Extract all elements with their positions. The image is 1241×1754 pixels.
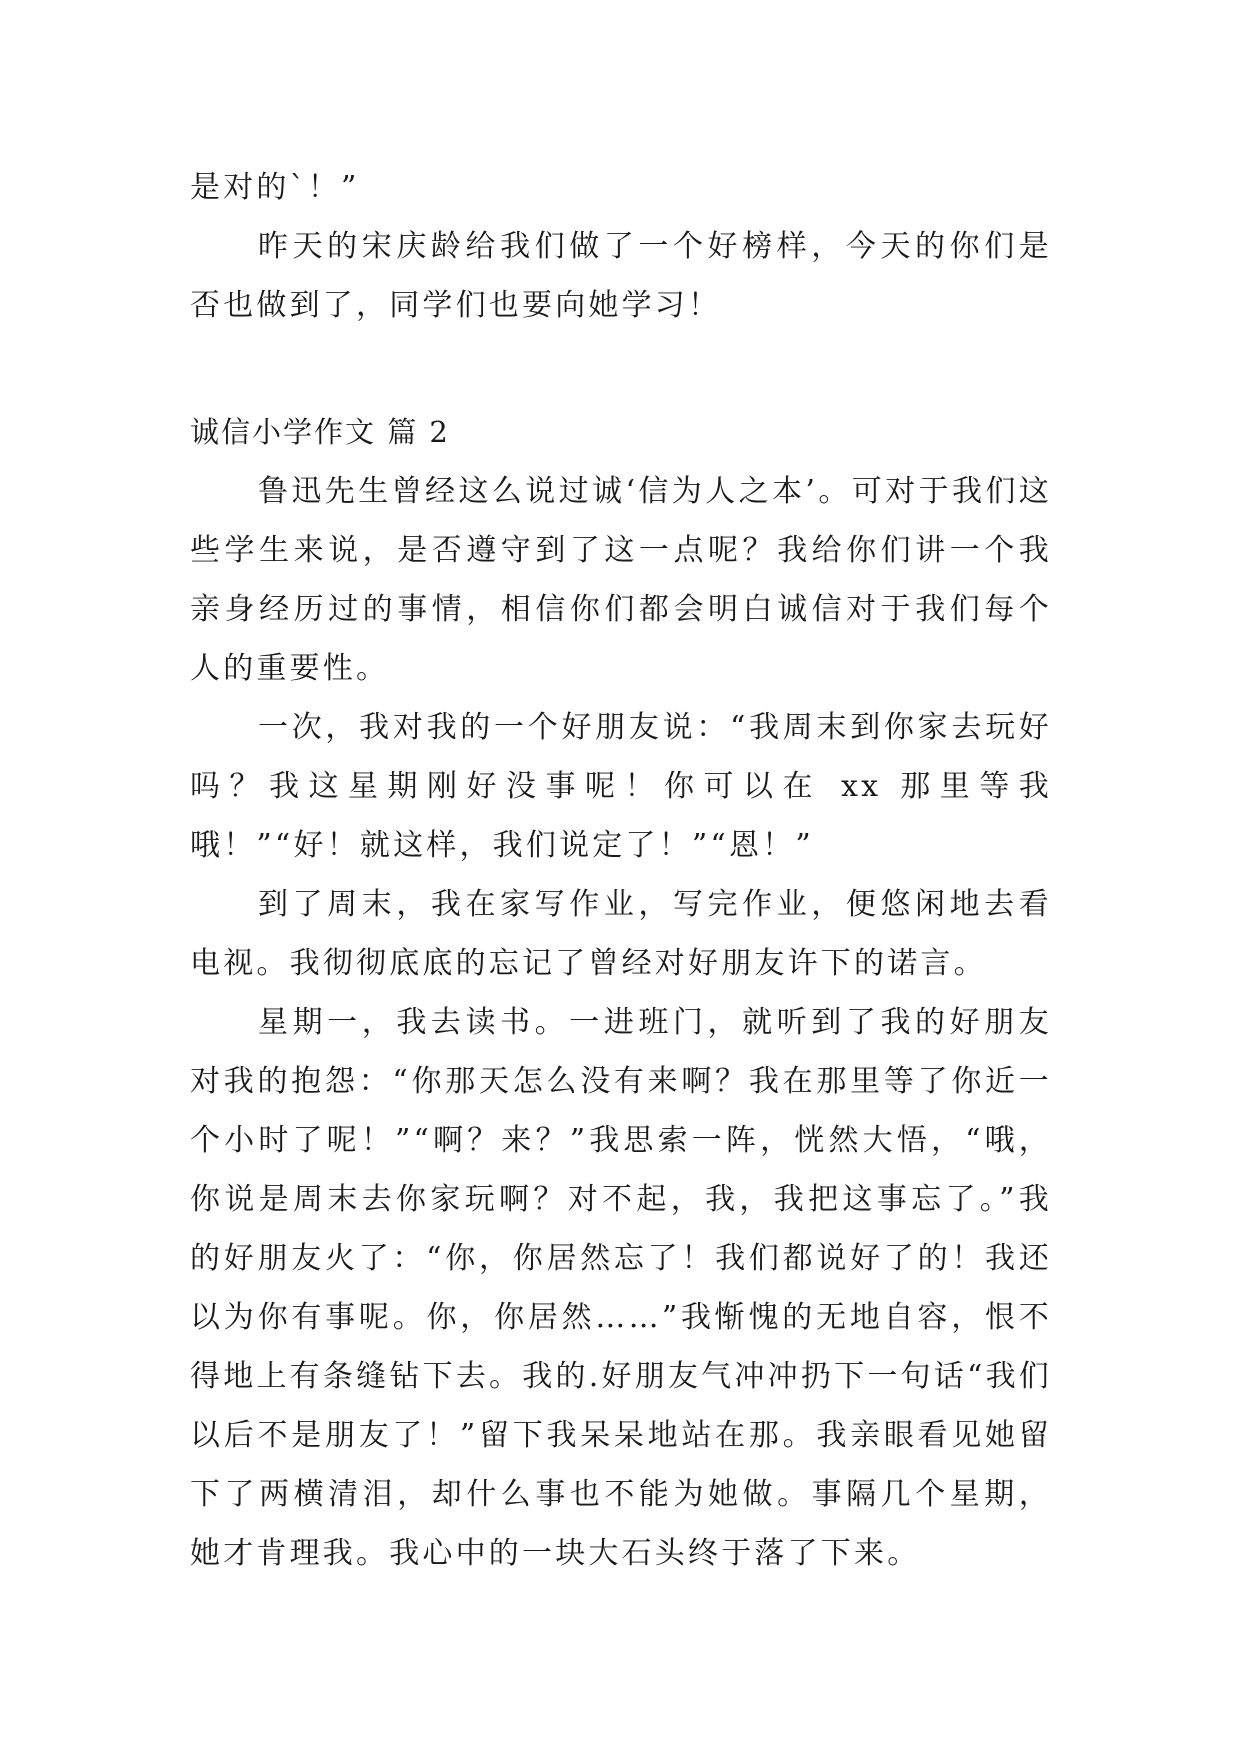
intro-paragraph: 昨天的宋庆龄给我们做了一个好榜样，今天的你们是否也做到了，同学们也要向她学习！	[190, 229, 1052, 323]
body-paragraph-3: 到了周末，我在家写作业，写完作业，便悠闲地去看电视。我彻彻底底的忘记了曾经对好朋友许下的诺言。	[190, 887, 1052, 981]
intro-tail-line: 是对的`！”	[190, 170, 360, 205]
section-heading: 诚信小学作文 篇 2	[190, 415, 450, 449]
body-paragraph-2: 一次，我对我的一个好朋友说：“我周末到你家去玩好吗？我这星期刚好没事呢！你可以在 xx 那里等我哦！”“好！就这样，我们说定了！”“恩！”	[190, 710, 1052, 863]
document-body	[190, 158, 1052, 1583]
body-paragraph-4: 星期一，我去读书。一进班门，就听到了我的好朋友对我的抱怨：“你那天怎么没有来啊？我在那里等了你近一个小时了呢！”“啊？来？”我思索一阵，恍然大悟，“哦，你说是周末去你家玩啊？对不起，我，我把这事忘了。”我的好朋友火了：“你，你居然忘了！我们都说好了的！我还以为你有事呢。你，你居然……”我惭愧的无地自容，恨不得地上有条缝钻下去。我的.好朋友气冲冲扔下一句话“我们以后不是朋友了！”留下我呆呆地站在那。我亲眼看见她留下了两横清泪，却什么事也不能为她做。事隔几个星期，她才肯理我。我心中的一块大石头终于落了下来。	[190, 1005, 1052, 1571]
body-paragraph-1: 鲁迅先生曾经这么说过诚‘信为人之本’。可对于我们这些学生来说，是否遵守到了这一点呢？我给你们讲一个我亲身经历过的事情，相信你们都会明白诚信对于我们每个人的重要性。	[190, 474, 1052, 686]
